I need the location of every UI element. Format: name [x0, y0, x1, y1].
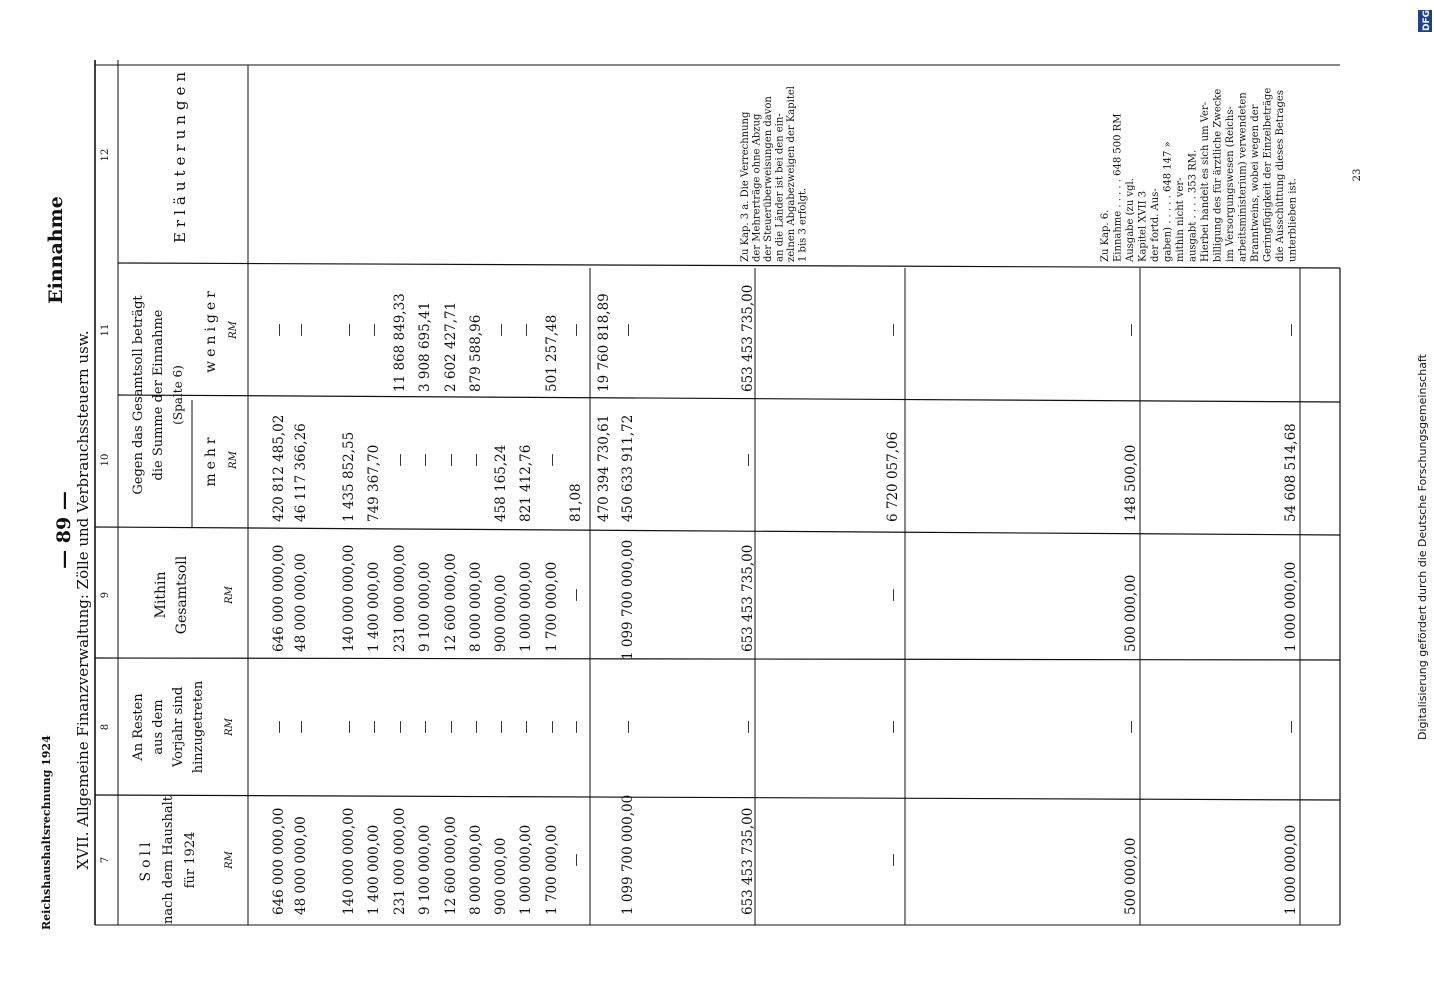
row-8-soll: 8 000 000,00 [468, 824, 484, 915]
row-5-resten: — [393, 720, 408, 734]
column-separator-10-11 [118, 395, 1340, 402]
gesamtsoll-header-line1: Mithin [153, 571, 169, 619]
sheet-number: 23 [1352, 168, 1363, 182]
soll-header-line1: Soll [138, 838, 154, 882]
digitization-credit: Digitalisierung gefördert durch die Deutsche Forschungsgemeinschaft [1416, 354, 1429, 740]
column-number-10: 10 [100, 453, 111, 467]
note-kap6-line9: Hierbei handelt es sich um Ver- [1200, 101, 1211, 262]
row-2-mehr: 46 117 366,26 [293, 423, 309, 522]
row-9-resten: — [494, 720, 509, 734]
row-3a-mehr: — [741, 453, 756, 467]
column-number-11: 11 [100, 323, 111, 337]
row-5-gesamt: 231 000 000,00 [392, 544, 408, 652]
row-12-resten: — [569, 720, 584, 734]
row-3a-resten: — [741, 720, 756, 734]
row-1-weniger: — [272, 323, 287, 337]
resten-unit: RM [224, 718, 235, 736]
row-last-soll: 1 000 000,00 [1283, 824, 1299, 915]
row-last-gesamt: 1 000 000,00 [1283, 561, 1299, 652]
gesamtsoll-header-line2: Gesamtsoll [174, 555, 190, 635]
row-12-weniger: — [569, 323, 584, 337]
footer-reichshaushaltsrechnung: Reichshaushaltsrechnung 1924 [40, 735, 53, 930]
row-7-mehr: — [444, 453, 459, 467]
column-number-7: 7 [100, 856, 111, 864]
row-4-mehr: 749 367,70 [366, 444, 382, 522]
row-9-soll: 900 000,00 [493, 837, 509, 915]
subtotal-resten: — [621, 720, 636, 734]
row-blank-weniger: — [886, 323, 901, 337]
note-kap6-line15: die Ausschüttung dieses Betrages [1275, 90, 1286, 262]
resten-header-line4: hinzugetreten [191, 680, 206, 774]
row-6-soll: 500 000,00 [1123, 837, 1139, 915]
row-7-gesamt: 12 600 000,00 [443, 553, 459, 652]
row-6-gesamt: 9 100 000,00 [417, 561, 433, 652]
row-8-gesamt: 8 000 000,00 [468, 561, 484, 652]
row-3-gesamt: 140 000 000,00 [341, 544, 357, 652]
row-6-weniger: — [1124, 323, 1139, 337]
row-11-weniger: 501 257,48 [544, 314, 560, 392]
row-blank-soll: — [886, 853, 901, 867]
row-7-resten: — [444, 720, 459, 734]
row-6-resten: — [418, 720, 433, 734]
note-kap6-line2: Einnahme . . . . . 648 500 RM [1112, 113, 1124, 262]
row-6-gesamt: 500 000,00 [1123, 574, 1139, 652]
note-kap6-line7: mithin nicht ver- [1175, 177, 1186, 262]
row-1-mehr: 420 812 485,02 [271, 414, 287, 522]
row-3-mehr: 1 435 852,55 [341, 431, 357, 522]
resten-header-line3: Vorjahr sind [171, 686, 186, 768]
row-10-resten: — [519, 720, 534, 734]
row-1-gesamt: 646 000 000,00 [271, 544, 287, 652]
row-last-mehr: 54 608 514,68 [1283, 423, 1299, 522]
row-blank-resten: — [886, 720, 901, 734]
row-6-soll: 9 100 000,00 [417, 824, 433, 915]
row-4-gesamt: 1 400 000,00 [366, 561, 382, 652]
gegen-header-line1: Gegen das Gesamtsoll beträgt [131, 295, 146, 495]
row-2-soll: 48 000 000,00 [293, 816, 309, 915]
subtotal-mehr: 470 394 730,61 [596, 414, 612, 522]
row-11-mehr: — [545, 453, 560, 467]
row-8-weniger: 879 588,96 [468, 314, 484, 392]
row-9-gesamt: 900 000,00 [493, 574, 509, 652]
row-3-resten: — [342, 720, 357, 734]
row-3-weniger: — [342, 323, 357, 337]
row-7-weniger: 2 602 427,71 [443, 301, 459, 392]
row-10-mehr: 821 412,76 [518, 444, 534, 522]
note-kap6-line16: unterblieben ist. [1287, 178, 1299, 262]
row-8-mehr: — [469, 453, 484, 467]
subtotal-net-mehr: 450 633 911,72 [620, 414, 636, 522]
note-kap6-line12: arbeitsministerium) verwendeten [1237, 92, 1249, 262]
row-3a-soll: 653 453 735,00 [740, 807, 756, 915]
dfg-logo-text: DFG [1422, 9, 1432, 31]
note-kap3a-line2: der Mehrerträge ohne Abzug [751, 113, 763, 262]
row-1-resten: — [272, 720, 287, 734]
row-12-soll: — [569, 853, 584, 867]
row-6-mehr: — [418, 453, 433, 467]
note-kap6-line11: im Versorgungswesen (Reichs- [1225, 106, 1236, 262]
note-kap6-line3: Ausgabe (zu vgl. [1125, 178, 1136, 262]
row-3a-weniger: 653 453 735,00 [740, 284, 756, 392]
weniger-unit: RM [228, 321, 239, 339]
row-5-weniger: 11 868 849,33 [392, 293, 408, 392]
column-separator-8-9 [95, 658, 1340, 660]
note-kap6-line1: Zu Kap. 6. [1100, 209, 1111, 262]
column-separator-9-10 [95, 527, 1340, 535]
row-2-gesamt: 48 000 000,00 [293, 553, 309, 652]
resten-header-line1: An Resten [131, 693, 146, 761]
row-5-soll: 231 000 000,00 [392, 807, 408, 915]
subtotal-soll: 1 099 700 000,00 [620, 539, 636, 660]
note-kap6-line14: Geringfügigkeit der Einzelbeträge [1262, 87, 1274, 262]
note-kap6-line4: Kapitel XVII 3 [1137, 190, 1149, 262]
note-kap6-line13: Branntweins, wobei wegen der [1250, 104, 1261, 262]
row-10-gesamt: 1 000 000,00 [518, 561, 534, 652]
mehr-label: mehr [203, 433, 219, 487]
row-last-resten: — [1284, 720, 1299, 734]
row-4-resten: — [367, 720, 382, 734]
page-number: — 89 — [53, 491, 75, 569]
column-number-9: 9 [100, 591, 111, 599]
row-9-mehr: 458 165,24 [493, 444, 509, 522]
note-kap6-line6: gaben) . . . . . 648 147 » [1162, 141, 1174, 262]
note-kap3a-line3: der Steuerüberweisungen davon [763, 96, 774, 262]
column-number-12: 12 [100, 148, 111, 162]
note-kap6-line5: der fortd. Aus- [1150, 188, 1161, 262]
subtotal-soll-col7: 1 099 700 000,00 [620, 794, 636, 915]
row-blank-mehr: 6 720 057,06 [885, 431, 901, 522]
weniger-label: weniger [203, 287, 219, 373]
soll-header-line2: nach dem Haushalt [161, 795, 176, 925]
gesamtsoll-unit: RM [224, 586, 235, 604]
row-blank-gesamt: — [886, 588, 901, 602]
soll-header-line3: für 1924 [183, 831, 198, 889]
row-3a-gesamt: 653 453 735,00 [740, 544, 756, 652]
note-kap3a-line6: 1 bis 3 erfolgt. [797, 187, 809, 262]
chapter-title: XVII. Allgemeine Finanzverwaltung: Zölle und Verbrauchssteuern usw. [74, 330, 92, 870]
row-last-weniger: — [1284, 323, 1299, 337]
row-10-weniger: — [519, 323, 534, 337]
row-6-weniger: 3 908 695,41 [417, 301, 433, 392]
row-2-weniger: — [294, 323, 309, 337]
row-4-soll: 1 400 000,00 [366, 824, 382, 915]
note-kap3a-line1: Zu Kap. 3 a. Die Verrechnung [740, 111, 751, 262]
erlaeuterungen-header: Erläuterungen [171, 66, 189, 244]
soll-unit: RM [224, 851, 235, 869]
gegen-header-line3: (Spalte 6) [171, 365, 185, 425]
note-kap6-line8: ausgabt . . . . 353 RM. [1187, 149, 1199, 262]
column-separator-7-8 [95, 795, 1340, 800]
note-kap6-line10: billigung des für ärztliche Zwecke [1212, 88, 1224, 262]
row-5-mehr: — [393, 453, 408, 467]
row-12-gesamt: — [569, 588, 584, 602]
subtotal-net-weniger: — [621, 323, 636, 337]
row-11-gesamt: 1 700 000,00 [544, 561, 560, 652]
column-number-8: 8 [100, 723, 111, 731]
row-1-soll: 646 000 000,00 [271, 807, 287, 915]
row-4-weniger: — [367, 323, 382, 337]
row-2-resten: — [294, 720, 309, 734]
row-6-resten: — [1124, 720, 1139, 734]
column-separator-11-12 [118, 263, 1340, 268]
row-10-soll: 1 000 000,00 [518, 824, 534, 915]
row-9-weniger: — [494, 323, 509, 337]
subtotal-weniger: 19 760 818,89 [596, 293, 612, 392]
note-kap3a-line5: zelnen Abgabezweigen der Kapitel [786, 86, 797, 262]
resten-header-line2: aus dem [151, 699, 166, 755]
row-11-soll: 1 700 000,00 [544, 824, 560, 915]
note-kap3a-line4: an die Länder ist bei den ein- [774, 113, 786, 262]
section-label: Einnahme [45, 196, 67, 304]
row-3-soll: 140 000 000,00 [341, 807, 357, 915]
row-6-mehr: 148 500,00 [1123, 444, 1139, 522]
row-11-resten: — [545, 720, 560, 734]
row-12-mehr: 81,08 [568, 483, 584, 522]
row-7-soll: 12 600 000,00 [443, 816, 459, 915]
row-8-resten: — [469, 720, 484, 734]
gegen-header-line2: die Summe der Einnahme [151, 309, 166, 481]
mehr-unit: RM [228, 451, 239, 469]
